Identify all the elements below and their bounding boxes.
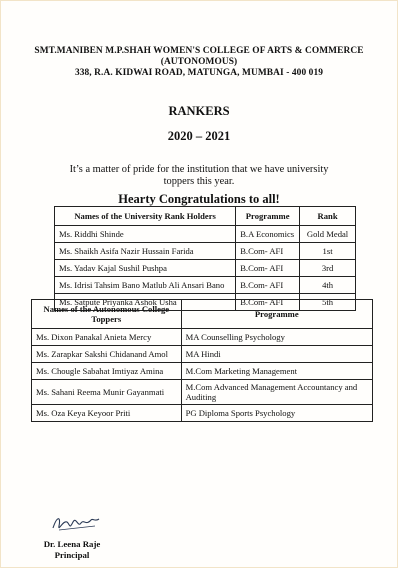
college-name: SMT.MANIBEN M.P.SHAH WOMEN'S COLLEGE OF ARTS & COMMERCE: [34, 46, 364, 56]
topper-name: Ms. Chougle Sabahat Imtiyaz Amina: [32, 363, 182, 380]
table-row: [32, 380, 373, 405]
table-row: [55, 226, 356, 243]
topper-name: Ms. Dixon Panakal Anieta Mercy: [32, 329, 182, 346]
topper-name: Ms. Oza Keya Keyoor Priti: [32, 405, 182, 422]
rank-holder-name: Ms. Satpute Priyanka Ashok Usha: [55, 294, 236, 311]
table-row: [55, 277, 356, 294]
rank-cell: 4th: [300, 277, 356, 294]
rank-holder-name: Ms. Idrisi Tahsim Bano Matlub Ali Ansari Bano: [55, 277, 236, 294]
column-header: Programme: [181, 300, 372, 329]
autonomous-label: (AUTONOMOUS): [160, 57, 238, 67]
table-row: [55, 260, 356, 277]
programme-cell: B.Com- AFI: [236, 294, 300, 311]
programme-cell: PG Diploma Sports Psychology: [181, 405, 372, 422]
programme-cell: MA Counselling Psychology: [181, 329, 372, 346]
programme-cell: M.Com Advanced Management Accountancy and Auditing: [181, 380, 372, 405]
table-row: [32, 363, 373, 380]
university-rank-table: [54, 206, 356, 311]
letterhead: [1, 46, 397, 79]
programme-cell: M.Com Marketing Management: [181, 363, 372, 380]
table-header-row: [55, 207, 356, 226]
signatory-name: Dr. Leena Raje: [43, 539, 101, 549]
programme-cell: B.Com- AFI: [236, 277, 300, 294]
page-title: RANKERS: [168, 104, 230, 118]
congratulations-heading: Hearty Congratulations to all!: [118, 192, 280, 206]
programme-cell: B.A Economics: [236, 226, 300, 243]
column-header: Names of the University Rank Holders: [55, 207, 236, 226]
table-row: [32, 405, 373, 422]
programme-cell: MA Hindi: [181, 346, 372, 363]
autonomous-toppers-table: [31, 299, 373, 422]
signatory-designation: Principal: [54, 550, 90, 560]
table-row: [32, 346, 373, 363]
topper-name: Ms. Sahani Reema Munir Gayanmati: [32, 380, 182, 405]
programme-cell: B.Com- AFI: [236, 243, 300, 260]
handwritten-signature: [45, 508, 105, 538]
topper-name: Ms. Zarapkar Sakshi Chidanand Amol: [32, 346, 182, 363]
table-row: [32, 329, 373, 346]
table-row: [55, 243, 356, 260]
rank-holder-name: Ms. Shaikh Asifa Nazir Hussain Farida: [55, 243, 236, 260]
column-header: Programme: [236, 207, 300, 226]
academic-year: 2020 – 2021: [167, 129, 231, 143]
rank-cell: 1st: [300, 243, 356, 260]
rank-cell: 3rd: [300, 260, 356, 277]
column-header: Rank: [300, 207, 356, 226]
programme-cell: B.Com- AFI: [236, 260, 300, 277]
rank-holder-name: Ms. Riddhi Shinde: [55, 226, 236, 243]
signatory-block: [31, 539, 113, 561]
college-address: 338, R.A. KIDWAI ROAD, MATUNGA, MUMBAI - 400 019: [74, 68, 324, 78]
table-header-row: [32, 300, 373, 329]
rank-cell: 5th: [300, 294, 356, 311]
pride-statement: It’s a matter of pride for the institution that we have university toppers this year.: [69, 164, 329, 187]
rank-cell: Gold Medal: [300, 226, 356, 243]
rank-holder-name: Ms. Yadav Kajal Sushil Pushpa: [55, 260, 236, 277]
column-header: Names of the Autonomous College Toppers: [32, 300, 182, 329]
